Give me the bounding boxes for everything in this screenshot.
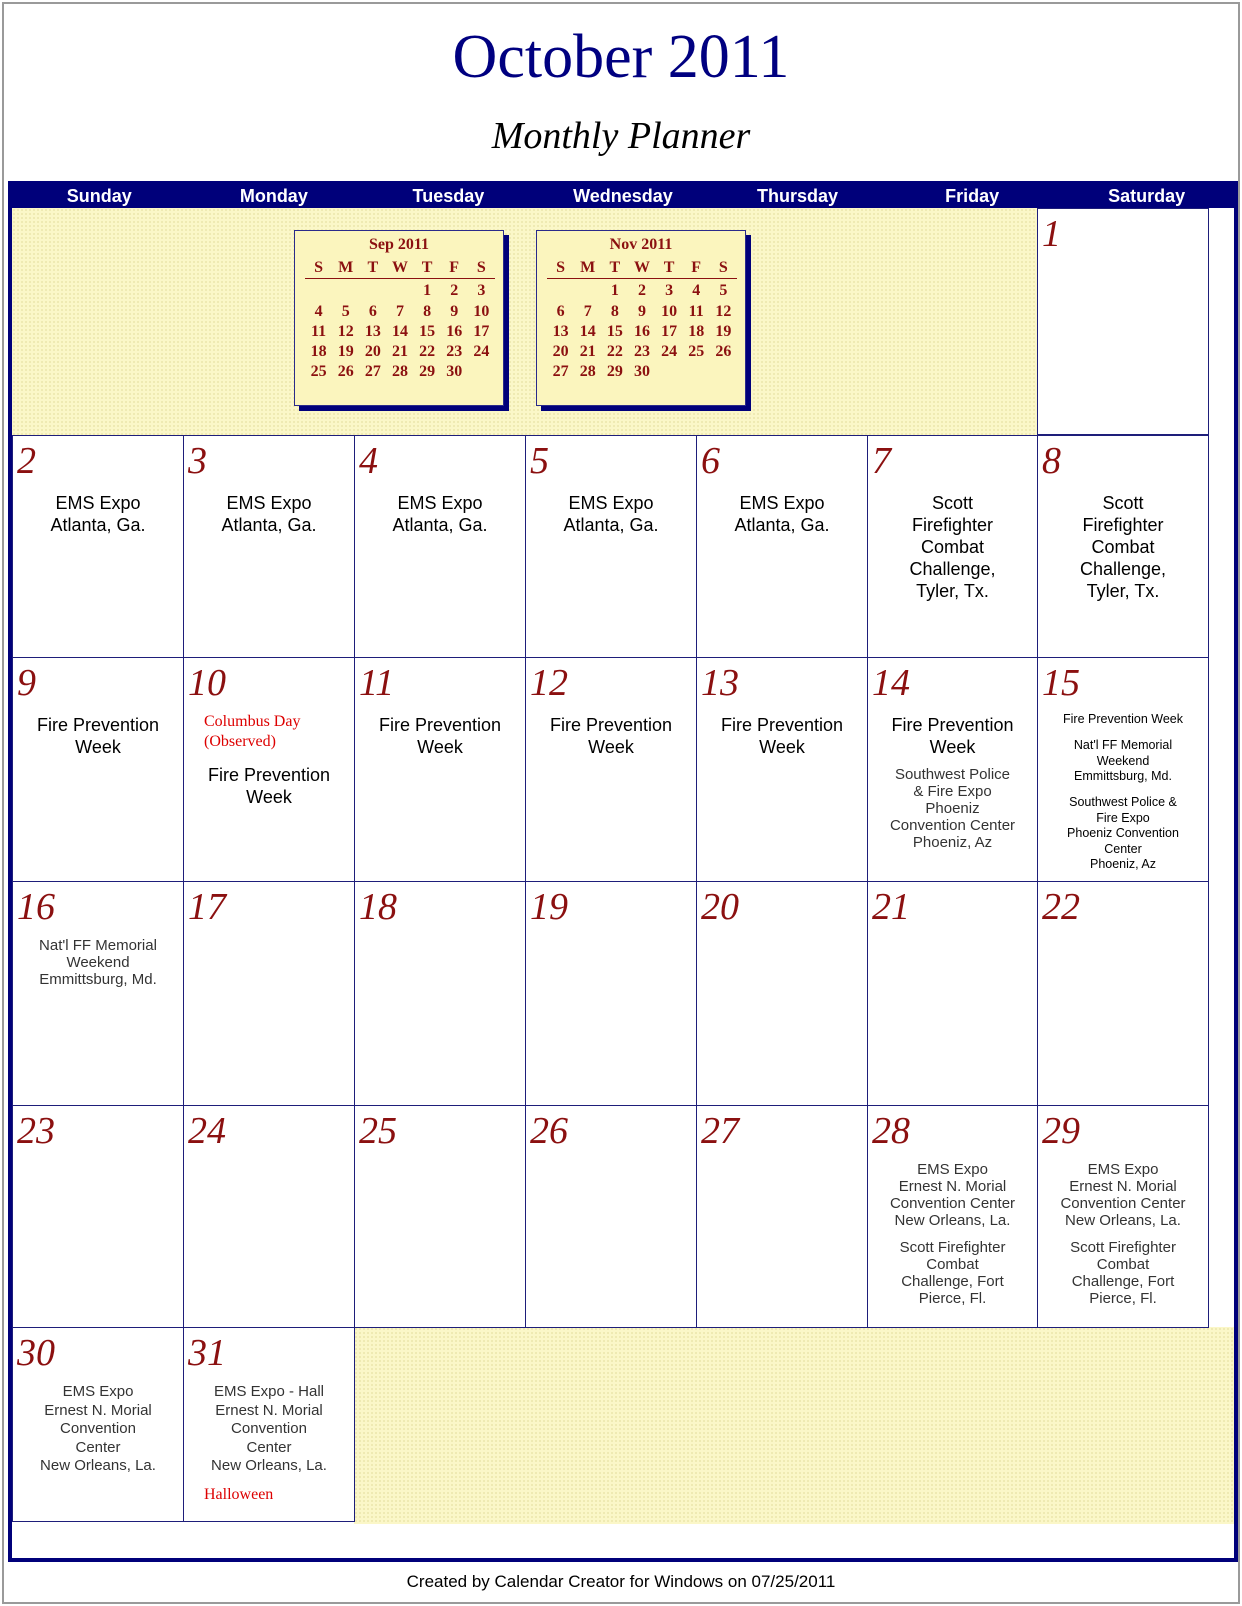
mini-header-cell: S (556, 259, 566, 276)
footer-credit: Created by Calendar Creator for Windows on 07/25/2011 (406, 1572, 836, 1591)
event-line: EMS Expo (568, 493, 654, 513)
mini-header-cell: W (633, 259, 650, 276)
day-number: 18 (359, 886, 397, 928)
mini-day: 17 (473, 323, 490, 340)
event-ems-expo-hall (188, 1383, 350, 1476)
day-number: 19 (530, 886, 568, 928)
mini-day: 22 (419, 343, 436, 360)
mini-day (332, 281, 359, 301)
event-ems-expo-new-orleans (1042, 1161, 1204, 1229)
day-cell-22[interactable] (1037, 881, 1209, 1106)
mini-day: 16 (446, 323, 463, 340)
mini-header-cell: F (691, 259, 702, 276)
mini-day: 18 (310, 343, 327, 360)
mini-day: 8 (610, 303, 619, 320)
event-line: Fire Expo (1096, 810, 1150, 825)
event-columbus-day (204, 712, 350, 752)
event-line: Phoeniz, Az (912, 834, 993, 851)
day-cell-8[interactable] (1037, 435, 1209, 658)
mini-calendar-week (305, 322, 495, 342)
event-line: Convention (60, 1420, 136, 1437)
mini-day (710, 362, 737, 382)
mini-calendar-header-row (547, 258, 737, 279)
day-cell-28[interactable] (867, 1105, 1038, 1328)
mini-day: 27 (552, 363, 569, 380)
day-cell-14[interactable] (867, 657, 1038, 882)
event-line: EMS Expo (917, 1161, 988, 1178)
day-cell-23[interactable] (12, 1105, 184, 1328)
event-line: EMS Expo (739, 493, 825, 513)
event-line: Center (246, 1438, 292, 1456)
event-line: Scott Firefighter (1070, 1239, 1176, 1256)
day-number: 30 (17, 1332, 55, 1374)
day-cell-2[interactable] (12, 435, 184, 658)
mini-day (683, 362, 710, 382)
day-number: 3 (188, 440, 207, 482)
event-line: Convention Center (889, 1195, 1016, 1212)
event-ems-expo (701, 492, 863, 536)
event-line: (Observed) (204, 733, 276, 750)
event-line: Combat (1096, 1256, 1150, 1273)
day-number: 4 (359, 440, 378, 482)
mini-day: 19 (715, 323, 732, 340)
page-title: October 2011 (452, 23, 790, 91)
mini-day: 5 (341, 303, 350, 320)
event-halloween: Halloween (204, 1486, 274, 1503)
mini-calendar-week (305, 281, 495, 301)
event-line: Fire Prevention (36, 715, 160, 735)
mini-header-cell: W (391, 259, 408, 276)
event-southwest-expo (1042, 795, 1204, 873)
day-cell-31[interactable] (183, 1327, 355, 1522)
day-number: 9 (17, 662, 36, 704)
day-number: 16 (17, 886, 55, 928)
mini-day (574, 281, 601, 301)
mini-calendar-week (547, 322, 737, 342)
mini-day: 7 (395, 303, 404, 320)
event-line: Challenge, Fort (1071, 1273, 1175, 1290)
day-number: 29 (1042, 1110, 1080, 1152)
mini-calendar-week (547, 281, 737, 301)
mini-day: 14 (579, 323, 596, 340)
day-cell-7[interactable] (867, 435, 1038, 658)
day-cell-15[interactable] (1037, 657, 1209, 882)
day-number: 22 (1042, 886, 1080, 928)
day-number: 25 (359, 1110, 397, 1152)
mini-header-cell: S (314, 259, 324, 276)
mini-day: 6 (556, 303, 565, 320)
event-line: Emmittsburg, Md. (39, 971, 157, 988)
event-line: Week (759, 737, 805, 757)
day-number: 24 (188, 1110, 226, 1152)
weekday-thursday: Thursday (757, 186, 839, 206)
event-line: Atlanta, Ga. (221, 515, 317, 535)
mini-day: 9 (637, 303, 646, 320)
event-line: Ernest N. Morial (898, 1178, 1007, 1195)
mini-day: 13 (364, 323, 381, 340)
event-line: Phoeniz, Az (1089, 857, 1156, 872)
planner-page (2, 2, 1240, 1604)
event-line: Weekend (66, 954, 130, 971)
event-line: Phoeniz Convention (1067, 826, 1179, 841)
event-line: Ernest N. Morial (44, 1401, 152, 1419)
mini-day: 30 (633, 363, 650, 380)
weekday-monday: Monday (239, 186, 308, 206)
mini-calendar-nov (536, 230, 746, 406)
mini-day (305, 281, 332, 301)
day-cell-27[interactable] (696, 1105, 868, 1328)
mini-day: 12 (715, 303, 732, 320)
day-number: 7 (872, 440, 891, 482)
event-line: Fire Prevention (207, 765, 331, 785)
mini-day: 29 (419, 363, 436, 380)
mini-day: 2 (450, 282, 459, 299)
event-line: Ernest N. Morial (1069, 1178, 1177, 1195)
day-cell-1[interactable] (1037, 208, 1209, 435)
mini-day: 14 (391, 323, 408, 340)
mini-day: 12 (337, 323, 354, 340)
event-line: Scott Firefighter (899, 1239, 1006, 1256)
event-line: Weekend (1096, 753, 1150, 768)
mini-day: 18 (688, 323, 705, 340)
mini-day: 3 (665, 282, 674, 299)
mini-day: 13 (552, 323, 569, 340)
event-scott-ff-fort-pierce (872, 1239, 1033, 1307)
mini-day: 19 (337, 343, 354, 360)
event-line: Week (588, 737, 634, 757)
day-number: 11 (359, 662, 395, 704)
mini-calendar-title: Sep 2011 (368, 236, 429, 253)
mini-day: 26 (715, 343, 732, 360)
day-number: 5 (530, 440, 549, 482)
event-line: Convention Center (1060, 1195, 1186, 1212)
event-line: Fire Prevention (720, 715, 844, 735)
event-line: Southwest Police (894, 766, 1011, 783)
mini-day: 26 (337, 363, 354, 380)
day-number: 26 (530, 1110, 568, 1152)
weekday-header (12, 185, 1234, 208)
mini-day: 6 (368, 303, 377, 320)
mini-header-cell: T (663, 259, 675, 276)
event-fire-prevention (17, 714, 179, 758)
day-number: 12 (530, 662, 568, 704)
mini-day: 23 (633, 343, 650, 360)
day-cell-16[interactable] (12, 881, 184, 1106)
event-scott-ff-fort-pierce (1042, 1239, 1204, 1307)
mini-day (386, 281, 413, 301)
event-fire-prevention (188, 764, 350, 808)
event-ems-expo (530, 492, 692, 536)
mini-day: 11 (688, 303, 704, 320)
filler-area-top (12, 208, 1037, 435)
day-cell-9[interactable] (12, 657, 184, 882)
event-line: Phoeniz (925, 800, 980, 817)
day-cell-18[interactable] (354, 881, 526, 1106)
mini-calendar-week (305, 302, 495, 322)
mini-calendar-week (305, 342, 495, 362)
day-number: 2 (17, 440, 36, 482)
mini-day: 21 (391, 343, 408, 360)
event-line: Atlanta, Ga. (563, 515, 659, 535)
event-fire-prevention (359, 714, 521, 758)
mini-day: 10 (661, 303, 678, 320)
day-cell-24[interactable] (183, 1105, 355, 1328)
mini-header-cell: T (421, 259, 433, 276)
day-number: 20 (701, 886, 739, 928)
mini-header-cell: F (449, 259, 460, 276)
event-fire-prevention (872, 714, 1033, 758)
mini-day: 20 (364, 343, 381, 360)
mini-day: 22 (606, 343, 623, 360)
event-line: Week (929, 737, 976, 757)
day-number: 17 (188, 886, 226, 928)
mini-day: 1 (610, 282, 619, 299)
page-subtitle: Monthly Planner (491, 115, 751, 157)
event-southwest-expo (872, 766, 1033, 851)
day-cell-30[interactable] (12, 1327, 184, 1522)
mini-calendar-sep (294, 230, 504, 406)
day-number: 13 (701, 662, 739, 704)
event-line: Challenge, Fort (901, 1273, 1004, 1290)
mini-calendar-week (547, 302, 737, 322)
mini-day (359, 281, 386, 301)
event-line: Southwest Police & (1069, 795, 1177, 809)
event-natl-ff-memorial (1042, 738, 1204, 785)
day-cell-26[interactable] (525, 1105, 697, 1328)
event-fire-prevention: Fire Prevention Week (1063, 712, 1183, 726)
mini-header-cell: M (580, 259, 596, 276)
day-number: 1 (1042, 213, 1061, 255)
mini-day: 15 (419, 323, 436, 340)
mini-calendar-week (547, 342, 737, 362)
event-ems-expo-new-orleans (17, 1383, 179, 1476)
mini-day: 24 (661, 343, 678, 360)
day-cell-4[interactable] (354, 435, 526, 658)
mini-day (468, 362, 495, 382)
event-line: Fire Prevention (378, 715, 502, 735)
day-number: 6 (701, 440, 720, 482)
day-number: 31 (188, 1332, 226, 1374)
mini-day: 2 (637, 282, 646, 299)
day-cell-12[interactable] (525, 657, 697, 882)
day-cell-19[interactable] (525, 881, 697, 1106)
mini-day: 8 (423, 303, 432, 320)
event-fire-prevention (530, 714, 692, 758)
mini-header-cell: T (367, 259, 379, 276)
event-line: & Fire Expo (913, 783, 992, 800)
weekday-sunday: Sunday (66, 186, 132, 206)
weekday-friday: Friday (945, 186, 1000, 206)
event-line: New Orleans, La. (894, 1212, 1011, 1229)
day-cell-21[interactable] (867, 881, 1038, 1106)
event-line: Emmittsburg, Md. (1074, 769, 1172, 784)
day-cell-29[interactable] (1037, 1105, 1209, 1328)
event-line: New Orleans, La. (211, 1457, 327, 1474)
event-ems-expo (188, 492, 350, 536)
mini-day: 28 (391, 363, 408, 380)
event-line: EMS Expo (397, 493, 483, 513)
mini-day: 5 (719, 282, 728, 299)
filler-area-bottom (354, 1327, 1234, 1524)
event-line: New Orleans, La. (40, 1457, 156, 1474)
event-line: Columbus Day (204, 713, 301, 730)
mini-day: 9 (450, 303, 459, 320)
mini-calendar-header-row (305, 258, 495, 279)
day-number: 8 (1042, 440, 1061, 482)
event-scott-ff-challenge: Scott Firefighter Combat Challenge, Tyler, Tx. (909, 493, 996, 601)
event-line: EMS Expo (62, 1383, 134, 1400)
event-line: New Orleans, La. (1065, 1212, 1181, 1229)
mini-calendar-week (305, 362, 495, 382)
day-cell-20[interactable] (696, 881, 868, 1106)
mini-header-cell: S (718, 259, 728, 276)
day-cell-10[interactable] (183, 657, 355, 882)
mini-day (656, 362, 683, 382)
event-line: EMS Expo (226, 493, 312, 513)
calendar-grid (8, 181, 1238, 1562)
event-line: Nat'l FF Memorial (39, 937, 157, 954)
event-line: Atlanta, Ga. (50, 515, 146, 535)
day-number: 28 (872, 1110, 910, 1152)
event-fire-prevention (701, 714, 863, 758)
weekday-wednesday: Wednesday (573, 186, 673, 206)
event-ems-expo (359, 492, 521, 536)
event-line: Center (75, 1438, 121, 1456)
event-line: Combat (926, 1256, 979, 1273)
mini-day: 1 (423, 282, 432, 299)
mini-calendar-week (547, 362, 737, 382)
mini-day (547, 281, 574, 301)
day-number: 14 (872, 662, 910, 704)
event-line: Atlanta, Ga. (734, 515, 830, 535)
mini-day: 15 (606, 323, 623, 340)
day-number: 15 (1042, 662, 1080, 704)
mini-calendar-title: Nov 2011 (609, 236, 673, 253)
event-line: Convention (231, 1420, 307, 1437)
event-line: Center (1104, 841, 1142, 856)
day-cell-13[interactable] (696, 657, 868, 882)
mini-day: 4 (314, 303, 323, 320)
event-line: Nat'l FF Memorial (1073, 738, 1173, 752)
event-line: Atlanta, Ga. (392, 515, 488, 535)
mini-day: 30 (446, 363, 463, 380)
weekday-saturday: Saturday (1108, 186, 1186, 206)
mini-day: 4 (692, 282, 701, 299)
day-number: 23 (17, 1110, 55, 1152)
day-number: 10 (188, 662, 226, 704)
mini-day: 21 (579, 343, 596, 360)
weekday-tuesday: Tuesday (412, 186, 485, 206)
mini-header-cell: S (476, 259, 486, 276)
mini-header-cell: T (609, 259, 621, 276)
day-number: 27 (701, 1110, 739, 1152)
event-ems-expo-new-orleans (872, 1161, 1033, 1229)
event-line: Ernest N. Morial (215, 1401, 323, 1419)
event-line: EMS Expo (1087, 1161, 1159, 1178)
event-line: Week (246, 787, 292, 807)
day-cell-25[interactable] (354, 1105, 526, 1328)
mini-day: 25 (688, 343, 705, 360)
mini-day: 23 (446, 343, 463, 360)
mini-day: 27 (364, 363, 381, 380)
mini-header-cell: M (338, 259, 354, 276)
day-cell-6[interactable] (696, 435, 868, 658)
mini-day: 25 (310, 363, 327, 380)
mini-day: 29 (606, 363, 623, 380)
event-ems-expo (17, 492, 179, 536)
day-number: 21 (872, 886, 910, 928)
event-line: Week (75, 737, 121, 757)
mini-day: 3 (477, 282, 486, 299)
event-line: Pierce, Fl. (918, 1290, 987, 1307)
day-cell-3[interactable] (183, 435, 355, 658)
event-line: Convention Center (889, 817, 1016, 834)
mini-day: 24 (473, 343, 490, 360)
mini-day: 16 (633, 323, 650, 340)
event-natl-ff-memorial (17, 937, 179, 988)
event-line: EMS Expo - Hall (213, 1383, 325, 1400)
mini-day: 20 (552, 343, 569, 360)
event-line: Week (417, 737, 463, 757)
mini-day: 17 (661, 323, 678, 340)
mini-day: 7 (583, 303, 592, 320)
mini-day: 11 (311, 323, 327, 340)
day-cell-17[interactable] (183, 881, 355, 1106)
mini-day: 28 (579, 363, 596, 380)
mini-day: 10 (473, 303, 490, 320)
day-cell-11[interactable] (354, 657, 526, 882)
event-line: Pierce, Fl. (1089, 1290, 1157, 1307)
event-line: Fire Prevention (891, 715, 1014, 735)
day-cell-5[interactable] (525, 435, 697, 658)
event-line: EMS Expo (55, 493, 141, 513)
event-line: Fire Prevention (549, 715, 673, 735)
event-scott-ff-challenge: Scott Firefighter Combat Challenge, Tyler, Tx. (1079, 493, 1167, 601)
